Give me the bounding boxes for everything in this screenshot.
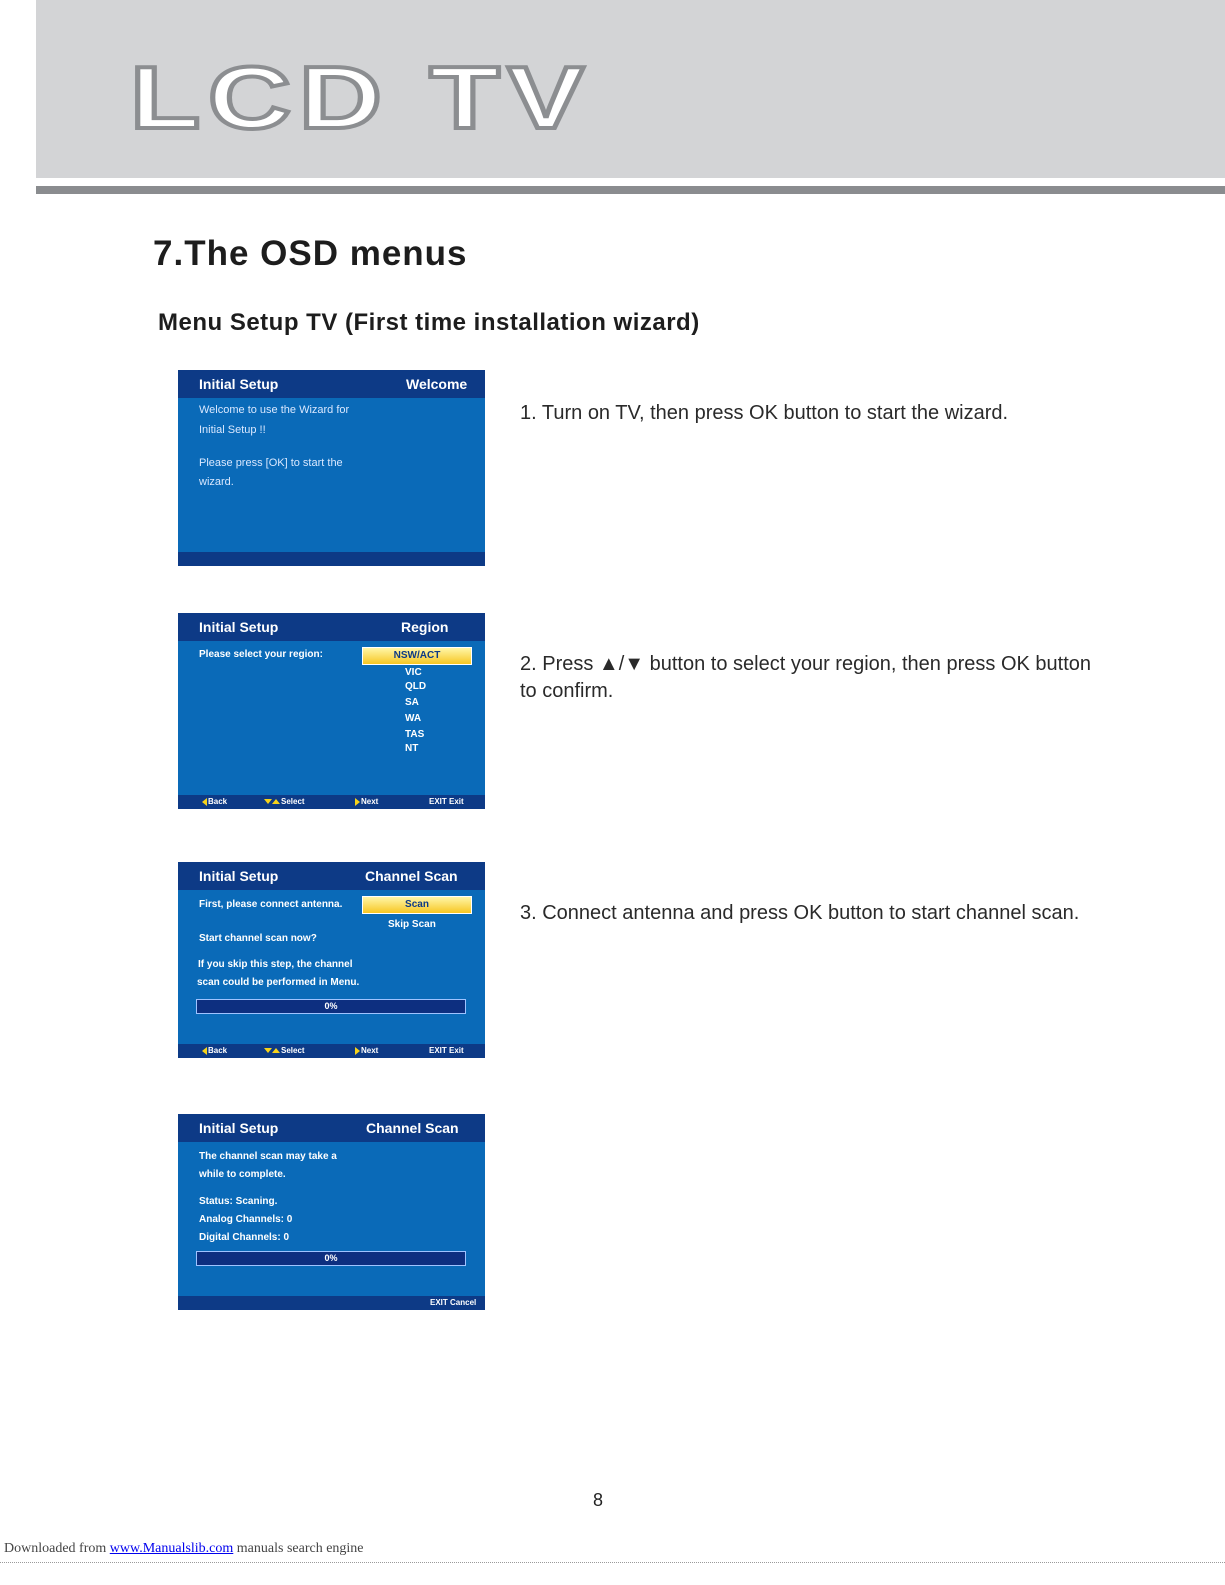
header-rule [36,186,1225,194]
osd-welcome-screen [178,370,485,566]
credit-prefix: Downloaded from [4,1541,110,1556]
down-arrow-icon [264,1048,272,1053]
up-arrow-icon [272,1048,280,1053]
osd-section-label: Channel Scan [366,1120,459,1136]
skip-scan-option[interactable]: Skip Scan [388,919,436,930]
section-title: 7.The OSD menus [153,234,468,273]
step-2-text: 2. Press ▲/▼ button to select your region, then press OK button to confirm. [520,653,1091,702]
step-1-text: 1. Turn on TV, then press OK button to start the wizard. [520,402,1009,424]
scan-status: Status: Scaning. [199,1196,278,1207]
footer-back: Back [202,1046,227,1055]
left-arrow-icon [202,798,207,806]
welcome-line: Initial Setup !! [199,424,266,436]
scan-text: If you skip this step, the channel [198,959,353,970]
osd-channel-scan-screen [178,862,485,1058]
footer-exit: EXIT Exit [429,797,464,806]
scan-option-selected[interactable]: Scan [362,896,472,914]
footer-next: Next [355,1046,378,1055]
digital-channels: Digital Channels: 0 [199,1232,290,1243]
region-option[interactable]: VIC [405,667,422,678]
region-option-selected[interactable]: NSW/ACT [362,647,472,665]
osd-header [178,370,485,398]
lcd-tv-logo [128,56,598,138]
osd-section-label: Welcome [406,376,468,392]
scan-progress-bar: 0% [196,999,466,1014]
right-arrow-icon [355,1047,360,1055]
right-arrow-icon [355,798,360,806]
footer-select: Select [264,797,305,806]
osd-region-screen [178,613,485,809]
osd-title: Initial Setup [199,619,279,635]
footer-back: Back [202,797,227,806]
footer-next: Next [355,797,378,806]
scan-info: The channel scan may take a [199,1151,337,1162]
analog-channels: Analog Channels: 0 [199,1214,293,1225]
page-number: 8 [593,1490,604,1510]
footer-cancel: EXIT Cancel [430,1298,477,1307]
osd-title: Initial Setup [199,868,279,884]
scan-text: Start channel scan now? [199,933,317,944]
osd-header [178,862,485,890]
footer-exit: EXIT Exit [429,1046,464,1055]
region-option[interactable]: SA [405,697,419,708]
step-3-text: 3. Connect antenna and press OK button to start channel scan. [520,902,1080,924]
scan-progress-bar: 0% [196,1251,466,1266]
region-option[interactable]: QLD [405,681,427,692]
logo-text: LCD TV [130,56,592,138]
welcome-line: Welcome to use the Wizard for [199,404,350,416]
osd-header [178,1114,485,1142]
osd-scan-progress-screen [178,1114,485,1310]
osd-title: Initial Setup [199,1120,279,1136]
osd-footer-bar [178,795,485,809]
osd-footer-bar [178,552,485,566]
download-credit [4,1541,364,1557]
scan-text: First, please connect antenna. [199,899,343,910]
welcome-line: wizard. [199,476,234,488]
down-arrow-icon [264,799,272,804]
welcome-line: Please press [OK] to start the [199,457,343,469]
osd-footer-bar [178,1044,485,1058]
scan-info: while to complete. [199,1169,286,1180]
left-arrow-icon [202,1047,207,1055]
osd-section-label: Channel Scan [365,868,458,884]
osd-title: Initial Setup [199,376,279,392]
manualslib-link[interactable]: www.Manualslib.com [109,1541,234,1556]
osd-section-label: Region [401,619,449,635]
osd-footer-bar [178,1296,485,1310]
up-arrow-icon [272,799,280,804]
osd-header [178,613,485,641]
scan-text: scan could be performed in Menu. [197,977,360,988]
credit-suffix: manuals search engine [233,1541,364,1556]
footer-divider [0,1562,1225,1563]
footer-select: Select [264,1046,305,1055]
region-option[interactable]: NT [405,743,419,754]
region-prompt: Please select your region: [199,649,323,660]
region-option[interactable]: WA [405,713,422,724]
section-subtitle: Menu Setup TV (First time installation wizard) [158,309,700,336]
region-option[interactable]: TAS [405,729,425,740]
